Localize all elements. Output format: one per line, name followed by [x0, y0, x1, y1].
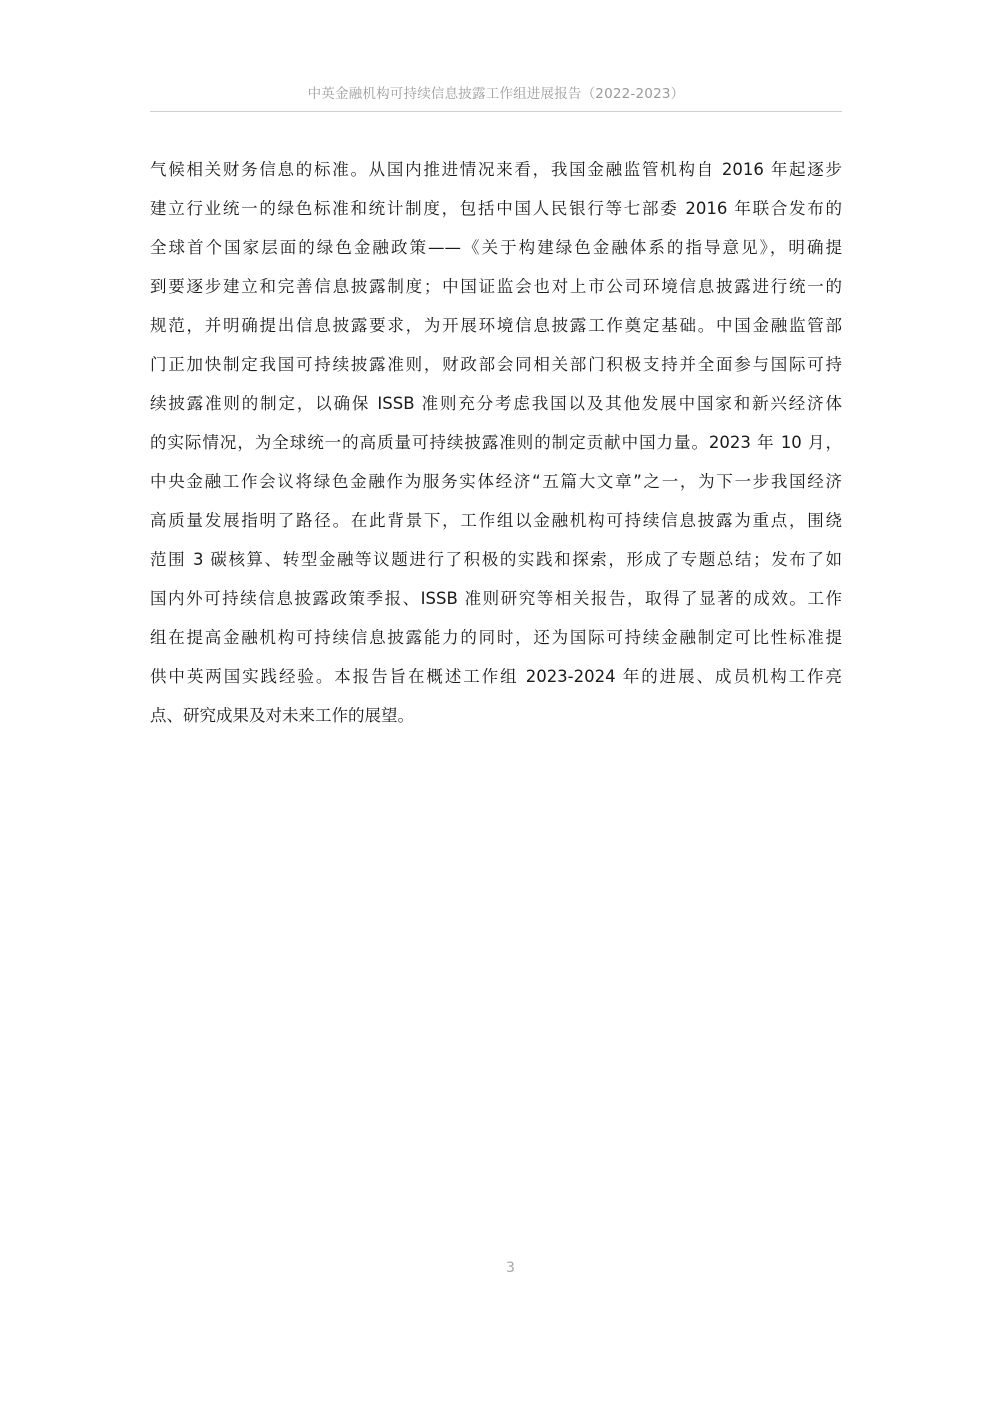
paragraph-line: 国内外可持续信息披露政策季报、ISSB 准则研究等相关报告，取得了显著的成效。工作 — [150, 589, 842, 608]
page-header — [150, 78, 842, 112]
body-paragraph — [150, 150, 842, 735]
paragraph-line: 全球首个国家层面的绿色金融政策——《关于构建绿色金融体系的指导意见》，明确提 — [150, 238, 842, 257]
paragraph-line: 气候相关财务信息的标准。从国内推进情况来看，我国金融监管机构自 2016 年起逐步 — [150, 160, 842, 179]
page-number: 3 — [506, 1260, 515, 1276]
paragraph-line: 组在提高金融机构可持续信息披露能力的同时，还为国际可持续金融制定可比性标准提 — [150, 628, 842, 647]
paragraph-line: 建立行业统一的绿色标准和统计制度，包括中国人民银行等七部委 2016 年联合发布的 — [150, 199, 842, 218]
paragraph-line: 续披露准则的制定，以确保 ISSB 准则充分考虑我国以及其他发展中国家和新兴经济体 — [150, 394, 842, 413]
paragraph-line: 门正加快制定我国可持续披露准则，财政部会同相关部门积极支持并全面参与国际可持 — [150, 355, 842, 374]
paragraph-line: 的实际情况，为全球统一的高质量可持续披露准则的制定贡献中国力量。2023 年 10 月， — [150, 433, 842, 452]
paragraph-line: 中央金融工作会议将绿色金融作为服务实体经济“五篇大文章”之一，为下一步我国经济 — [150, 472, 842, 491]
paragraph-line: 到要逐步建立和完善信息披露制度；中国证监会也对上市公司环境信息披露进行统一的 — [150, 277, 842, 296]
paragraph-line: 供中英两国实践经验。本报告旨在概述工作组 2023-2024 年的进展、成员机构工作亮 — [150, 667, 842, 686]
running-header-title: 中英金融机构可持续信息披露工作组进展报告（2022-2023） — [307, 86, 685, 102]
paragraph-line: 范围 3 碳核算、转型金融等议题进行了积极的实践和探索，形成了专题总结；发布了如 — [150, 550, 842, 569]
paragraph-line: 高质量发展指明了路径。在此背景下，工作组以金融机构可持续信息披露为重点，围绕 — [150, 511, 842, 530]
paragraph-line: 点、研究成果及对未来工作的展望。 — [150, 706, 414, 725]
paragraph-line: 规范，并明确提出信息披露要求，为开展环境信息披露工作奠定基础。中国金融监管部 — [150, 316, 842, 335]
